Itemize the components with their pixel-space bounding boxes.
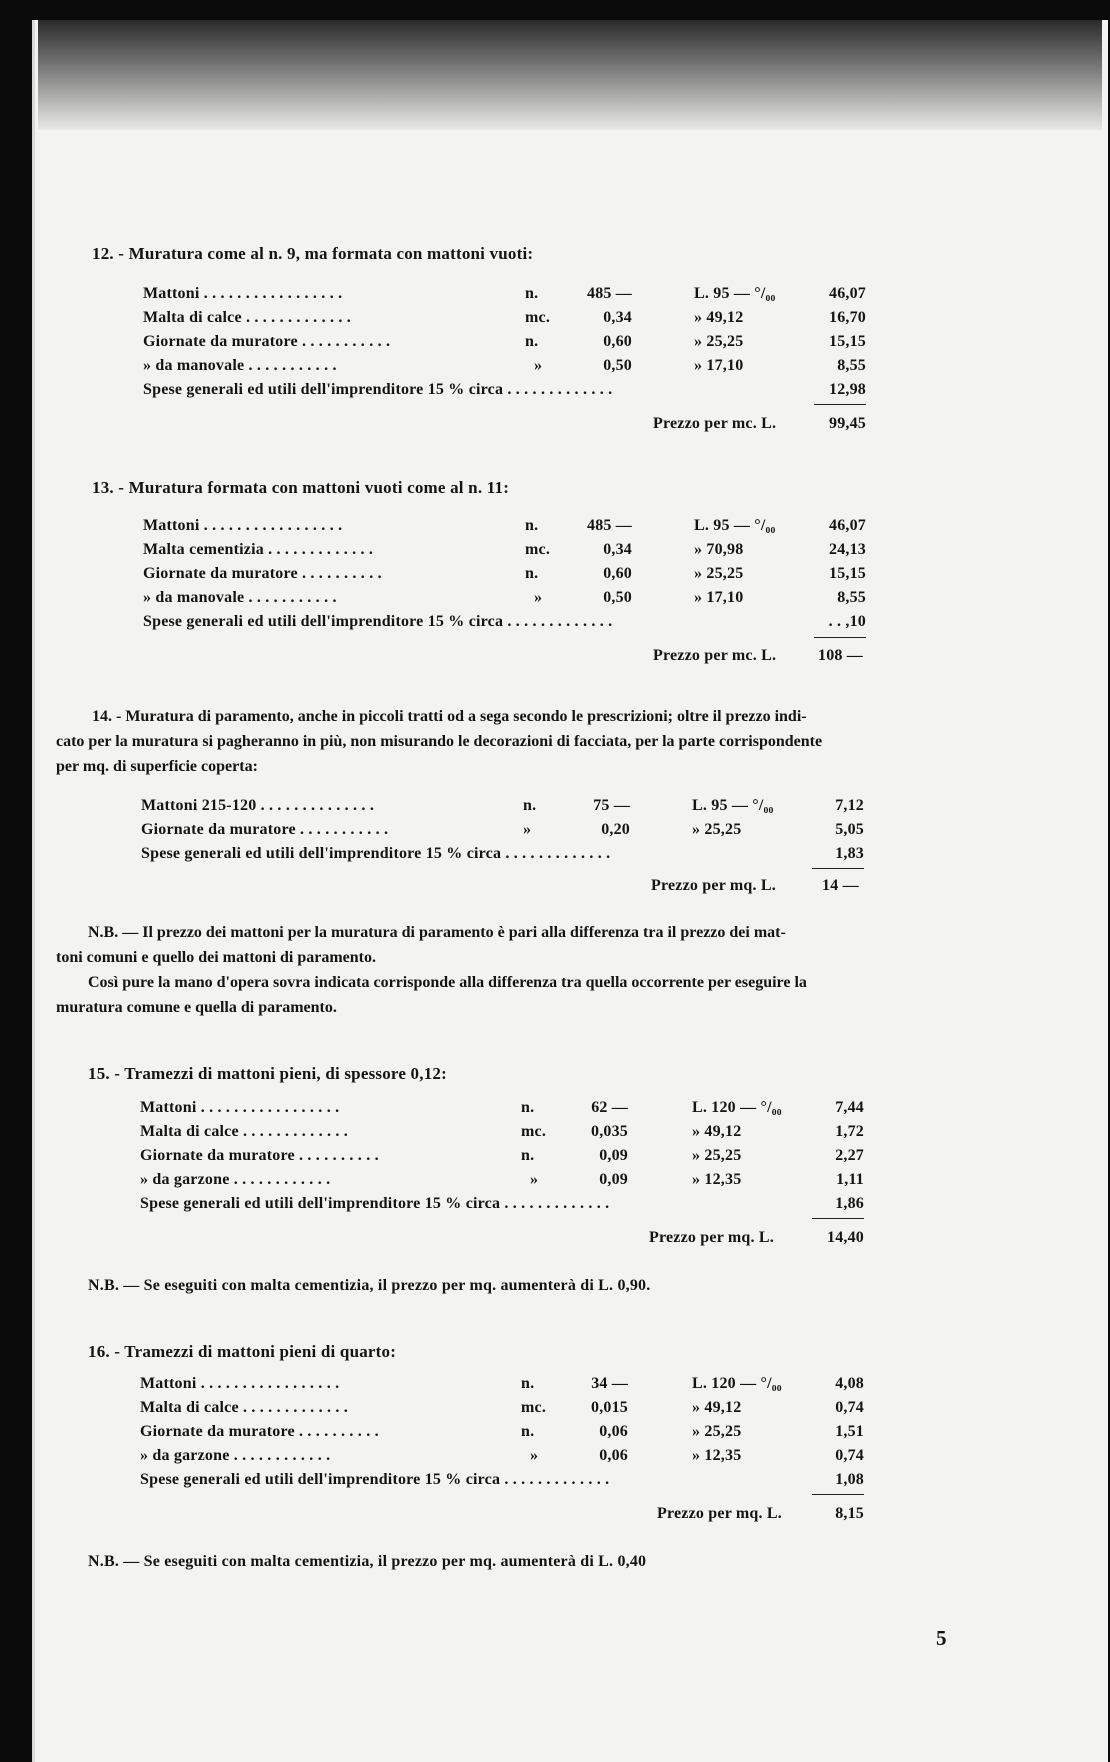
row-qty: 0,20 (601, 821, 630, 838)
row-unit: » (530, 1447, 539, 1464)
row-label: Giornate da muratore . . . . . . . . . . . (141, 821, 389, 838)
total-label: Prezzo per mc. L. (653, 415, 777, 432)
spese-amount: 12,98 (829, 381, 866, 398)
row-qty: 0,015 (591, 1399, 628, 1416)
row-unit: n. (521, 1147, 535, 1164)
total-amount: 99,45 (829, 415, 866, 432)
row-unit: n. (521, 1099, 535, 1116)
nota-bene-cementizia: N.B. — Se eseguiti con malta cementizia, il prezzo per mq. aumenterà di L. 0,90. (88, 1277, 651, 1294)
row-qty: 485 — (587, 517, 632, 534)
row-amount: 46,07 (829, 517, 866, 534)
section-heading-paragraph (56, 704, 971, 779)
row-qty: 0,09 (599, 1147, 628, 1164)
row-amount: 8,55 (837, 357, 866, 374)
section-heading: 15. - Tramezzi di mattoni pieni, di spessore 0,12: (88, 1064, 447, 1083)
row-amount: 15,15 (829, 333, 866, 350)
row-price: L. 95 — °/₀₀ (694, 285, 776, 302)
row-unit: n. (525, 333, 539, 350)
total-label: Prezzo per mq. L. (649, 1229, 775, 1246)
nota-bene-paramento (56, 920, 971, 1020)
row-price: » 49,12 (692, 1123, 742, 1140)
row-unit: n. (523, 797, 537, 814)
note-line: muratura comune e quella di paramento. (56, 999, 337, 1016)
row-price: » 49,12 (692, 1399, 742, 1416)
row-amount: 0,74 (835, 1399, 864, 1416)
row-qty: 0,06 (599, 1447, 628, 1464)
spese-label: Spese generali ed utili dell'imprenditore 15 % circa . . . . . . . . . . . . . (141, 845, 611, 862)
note-line: N.B. — Il prezzo dei mattoni per la muratura di paramento è pari alla differenza tra il prezzo dei mat- (88, 924, 786, 941)
row-unit: n. (525, 285, 539, 302)
sum-rule (814, 637, 866, 638)
row-qty: 0,60 (603, 565, 632, 582)
sum-rule (814, 404, 866, 405)
row-unit: mc. (521, 1123, 547, 1140)
scanned-page (32, 20, 1108, 1762)
spese-amount: 1,08 (835, 1471, 864, 1488)
row-label: Mattoni . . . . . . . . . . . . . . . . . (140, 1099, 340, 1116)
row-amount: 46,07 (829, 285, 866, 302)
row-qty: 34 — (591, 1375, 628, 1392)
row-label: Giornate da muratore . . . . . . . . . . (140, 1423, 379, 1440)
row-qty: 75 — (593, 797, 630, 814)
row-label: Giornate da muratore . . . . . . . . . . . (143, 333, 391, 350)
row-label: Malta cementizia . . . . . . . . . . . . . (143, 541, 374, 558)
row-amount: 8,55 (837, 589, 866, 606)
spese-label: Spese generali ed utili dell'imprenditore 15 % circa . . . . . . . . . . . . . (143, 381, 613, 398)
row-price: » 49,12 (694, 309, 744, 326)
row-qty: 0,09 (599, 1171, 628, 1188)
row-unit: » (534, 589, 543, 606)
row-qty: 62 — (591, 1099, 628, 1116)
row-unit: » (523, 821, 532, 838)
row-price: » 25,25 (692, 1147, 742, 1164)
nota-bene-cementizia: N.B. — Se eseguiti con malta cementizia, il prezzo per mq. aumenterà di L. 0,40 (88, 1553, 647, 1570)
row-price: » 17,10 (694, 589, 744, 606)
row-price: » 25,25 (692, 1423, 742, 1440)
row-unit: n. (525, 565, 539, 582)
row-amount: 4,08 (835, 1375, 864, 1392)
row-label: Malta di calce . . . . . . . . . . . . . (140, 1123, 348, 1140)
sum-rule (812, 1218, 864, 1219)
total-label: Prezzo per mq. L. (657, 1505, 783, 1522)
row-amount: 0,74 (835, 1447, 864, 1464)
row-amount: 1,11 (836, 1171, 864, 1188)
row-unit: mc. (525, 309, 551, 326)
row-unit: n. (521, 1375, 535, 1392)
row-unit: n. (525, 517, 539, 534)
section-heading-line: per mq. di superficie coperta: (56, 758, 258, 775)
row-qty: 0,50 (603, 357, 632, 374)
section-heading-line: cato per la muratura si pagheranno in più, non misurando le decorazioni di facciata, per la parte corrispondente (56, 733, 823, 750)
row-amount: 2,27 (835, 1147, 864, 1164)
row-price: » 25,25 (692, 821, 742, 838)
row-qty: 0,34 (603, 541, 632, 558)
total-amount: 14 — (822, 877, 859, 894)
total-label: Prezzo per mc. L. (653, 647, 777, 664)
page-number: 5 (936, 1626, 947, 1650)
total-label: Prezzo per mq. L. (651, 877, 777, 894)
row-label: Mattoni . . . . . . . . . . . . . . . . . (140, 1375, 340, 1392)
section-heading: 14. - Muratura di paramento, anche in piccoli tratti od a sega secondo le prescrizioni; oltre il prezzo indi- (92, 708, 807, 725)
row-label: Malta di calce . . . . . . . . . . . . . (143, 309, 351, 326)
row-amount: 1,51 (835, 1423, 864, 1440)
row-amount: 1,72 (835, 1123, 864, 1140)
section-heading: 13. - Muratura formata con mattoni vuoti come al n. 11: (92, 478, 510, 497)
total-amount: 108 — (818, 647, 863, 664)
section-heading: 12. - Muratura come al n. 9, ma formata con mattoni vuoti: (92, 244, 534, 263)
total-amount: 14,40 (827, 1229, 864, 1246)
spese-label: Spese generali ed utili dell'imprenditore 15 % circa . . . . . . . . . . . . . (143, 613, 613, 630)
row-label: Mattoni 215-120 . . . . . . . . . . . . . . (141, 797, 375, 814)
row-unit: n. (521, 1423, 535, 1440)
sum-rule (812, 868, 864, 869)
row-unit: mc. (525, 541, 551, 558)
note-line: Così pure la mano d'opera sovra indicata corrisponde alla differenza tra quella occorrente per eseguire la (88, 974, 807, 991)
section-heading: 16. - Tramezzi di mattoni pieni di quarto: (88, 1342, 397, 1361)
sum-rule (812, 1494, 864, 1495)
row-unit: » (530, 1171, 539, 1188)
row-price: » 12,35 (692, 1447, 742, 1464)
scan-shadow (38, 20, 1102, 130)
spese-label: Spese generali ed utili dell'imprenditore 15 % circa . . . . . . . . . . . . . (140, 1471, 610, 1488)
row-label: » da manovale . . . . . . . . . . . (143, 357, 337, 374)
row-amount: 15,15 (829, 565, 866, 582)
row-amount: 16,70 (829, 309, 866, 326)
row-amount: 7,12 (835, 797, 864, 814)
row-price: L. 120 — °/₀₀ (692, 1375, 782, 1392)
row-amount: 7,44 (835, 1099, 864, 1116)
spese-amount: 1,83 (835, 845, 864, 862)
spese-label: Spese generali ed utili dell'imprenditore 15 % circa . . . . . . . . . . . . . (140, 1195, 610, 1212)
row-label: » da manovale . . . . . . . . . . . (143, 589, 337, 606)
row-price: » 25,25 (694, 333, 744, 350)
row-price: L. 95 — °/₀₀ (692, 797, 774, 814)
row-amount: 5,05 (835, 821, 864, 838)
row-price: » 17,10 (694, 357, 744, 374)
row-price: L. 120 — °/₀₀ (692, 1099, 782, 1116)
row-price: » 25,25 (694, 565, 744, 582)
note-line: toni comuni e quello dei mattoni di paramento. (56, 949, 377, 966)
row-qty: 0,035 (591, 1123, 628, 1140)
row-amount: 24,13 (829, 541, 866, 558)
row-qty: 0,34 (603, 309, 632, 326)
row-label: Mattoni . . . . . . . . . . . . . . . . . (143, 517, 343, 534)
row-price: » 70,98 (694, 541, 744, 558)
row-label: » da garzone . . . . . . . . . . . . (140, 1447, 331, 1464)
row-label: Giornate da muratore . . . . . . . . . . (140, 1147, 379, 1164)
row-unit: mc. (521, 1399, 547, 1416)
row-qty: 0,50 (603, 589, 632, 606)
row-label: Malta di calce . . . . . . . . . . . . . (140, 1399, 348, 1416)
row-price: » 12,35 (692, 1171, 742, 1188)
spese-amount: . . ,10 (828, 613, 866, 630)
row-price: L. 95 — °/₀₀ (694, 517, 776, 534)
row-unit: » (534, 357, 543, 374)
spese-amount: 1,86 (835, 1195, 864, 1212)
row-qty: 485 — (587, 285, 632, 302)
row-label: » da garzone . . . . . . . . . . . . (140, 1171, 331, 1188)
total-amount: 8,15 (835, 1505, 864, 1522)
row-label: Giornate da muratore . . . . . . . . . . (143, 565, 382, 582)
row-qty: 0,06 (599, 1423, 628, 1440)
row-qty: 0,60 (603, 333, 632, 350)
row-label: Mattoni . . . . . . . . . . . . . . . . . (143, 285, 343, 302)
